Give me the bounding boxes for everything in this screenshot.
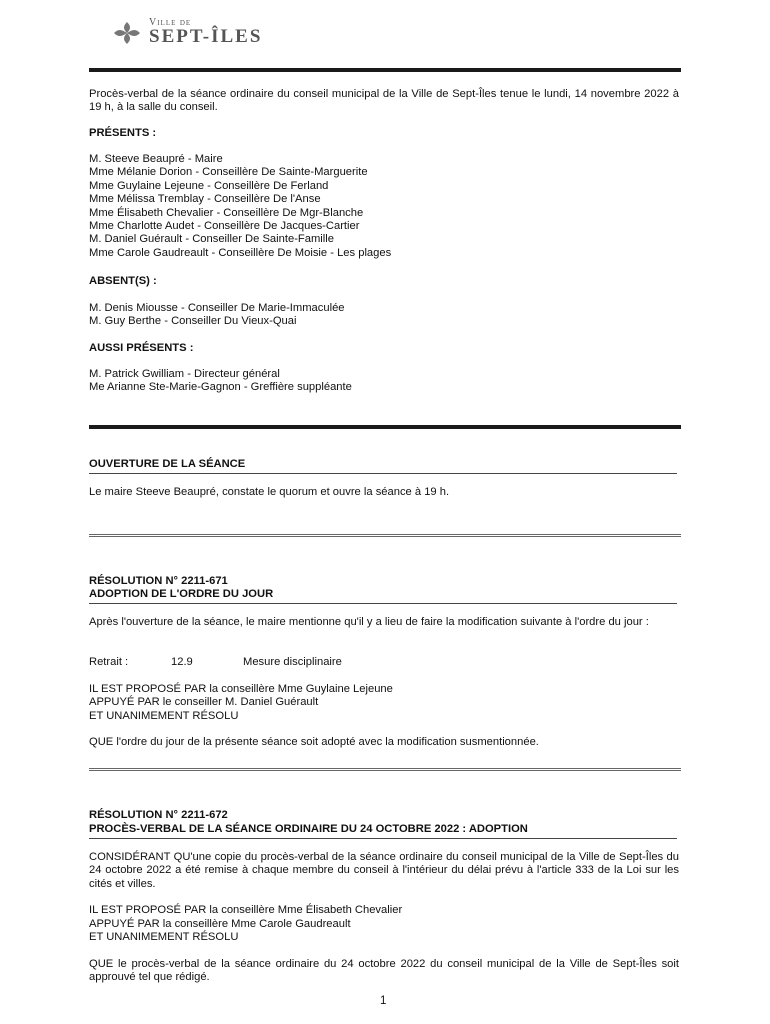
list-item: M. Steeve Beaupré - Maire xyxy=(89,153,223,165)
list-item: Mme Guylaine Lejeune - Conseillère De Ferland xyxy=(89,179,329,192)
aussi-presents-heading: AUSSI PRÉSENTS : xyxy=(89,342,194,354)
list-item: Mme Charlotte Audet - Conseillère De Jacques-Cartier xyxy=(89,220,360,233)
header-rule xyxy=(89,68,681,72)
heading-underline xyxy=(89,603,677,604)
fleur-emblem-icon xyxy=(112,19,142,47)
seconded-by: APPUYÉ PAR le conseiller M. Daniel Guérault xyxy=(89,696,319,708)
resolution-672-title: PROCÈS-VERBAL DE LA SÉANCE ORDINAIRE DU 24 OCTOBRE 2022 : ADOPTION xyxy=(89,823,528,835)
logo-ville-de: Ville de xyxy=(149,17,192,28)
unanimously-resolved: ET UNANIMEMENT RÉSOLU xyxy=(89,710,239,722)
aussi-presents-list xyxy=(89,368,352,395)
page-number: 1 xyxy=(380,995,387,1007)
resolution-671-title: ADOPTION DE L'ORDRE DU JOUR xyxy=(89,588,274,600)
resolution-672-considerant: CONSIDÉRANT QU'une copie du procès-verbal de la séance ordinaire du conseil municipal de la Ville de Sept-Îles du 24 octobre 2022 a été remise à chaque membre du conseil à l'intérieur du délai prévu à l'article 333 de la Loi sur les cités et villes. xyxy=(89,851,679,890)
list-item: Mme Carole Gaudreault - Conseillère De Moisie - Les plages xyxy=(89,246,392,259)
retrait-number: 12.9 xyxy=(171,656,193,668)
proposed-by: IL EST PROPOSÉ PAR la conseillère Mme Élisabeth Chevalier xyxy=(89,904,403,916)
seconded-by: APPUYÉ PAR la conseillère Mme Carole Gaudreault xyxy=(89,918,351,930)
ouverture-heading: OUVERTURE DE LA SÉANCE xyxy=(89,458,246,470)
ouverture-text: Le maire Steeve Beaupré, constate le quorum et ouvre la séance à 19 h. xyxy=(89,486,450,498)
resolution-671-number: RÉSOLUTION N° 2211-671 xyxy=(89,575,228,587)
list-item: Mme Élisabeth Chevalier - Conseillère De Mgr-Blanche xyxy=(89,206,364,219)
resolution-672-que: QUE le procès-verbal de la séance ordinaire du 24 octobre 2022 du conseil municipal de la Ville de Sept-Îles soit approuvé tel que rédigé. xyxy=(89,958,679,984)
unanimously-resolved: ET UNANIMEMENT RÉSOLU xyxy=(89,931,239,943)
section-rule xyxy=(89,425,681,429)
absents-heading: ABSENT(S) : xyxy=(89,275,157,287)
section-divider xyxy=(89,768,681,771)
retrait-item: Mesure disciplinaire xyxy=(243,656,342,668)
heading-underline xyxy=(89,473,677,474)
list-item: M. Guy Berthe - Conseiller Du Vieux-Quai xyxy=(89,315,297,328)
retrait-label: Retrait : xyxy=(89,656,129,668)
presents-heading: PRÉSENTS : xyxy=(89,127,157,139)
resolution-671-text: Après l'ouverture de la séance, le maire mentionne qu'il y a lieu de faire la modification suivante à l'ordre du jour : xyxy=(89,616,649,628)
presents-list xyxy=(89,153,391,260)
heading-underline xyxy=(89,838,677,839)
resolution-672-number: RÉSOLUTION N° 2211-672 xyxy=(89,809,228,821)
proposed-by: IL EST PROPOSÉ PAR la conseillère Mme Guylaine Lejeune xyxy=(89,683,393,695)
list-item: M. Patrick Gwilliam - Directeur général xyxy=(89,368,280,380)
resolution-671-que: QUE l'ordre du jour de la présente séance soit adopté avec la modification susmentionnée. xyxy=(89,736,539,748)
list-item: M. Denis Miousse - Conseiller De Marie-Immaculée xyxy=(89,302,345,314)
logo-sept-iles: SEPT-ÎLES xyxy=(149,26,263,47)
absents-list xyxy=(89,302,345,329)
list-item: Mme Mélissa Tremblay - Conseillère De l'Anse xyxy=(89,193,321,206)
list-item: M. Daniel Guérault - Conseiller De Sainte-Famille xyxy=(89,233,334,246)
intro-paragraph: Procès-verbal de la séance ordinaire du conseil municipal de la Ville de Sept-Îles tenue le lundi, 14 novembre 2022 à 19 h, à la salle du conseil. xyxy=(89,88,679,114)
section-divider xyxy=(89,534,681,537)
list-item: Me Arianne Ste-Marie-Gagnon - Greffière suppléante xyxy=(89,381,352,394)
list-item: Mme Mélanie Dorion - Conseillère De Sainte-Marguerite xyxy=(89,166,368,179)
